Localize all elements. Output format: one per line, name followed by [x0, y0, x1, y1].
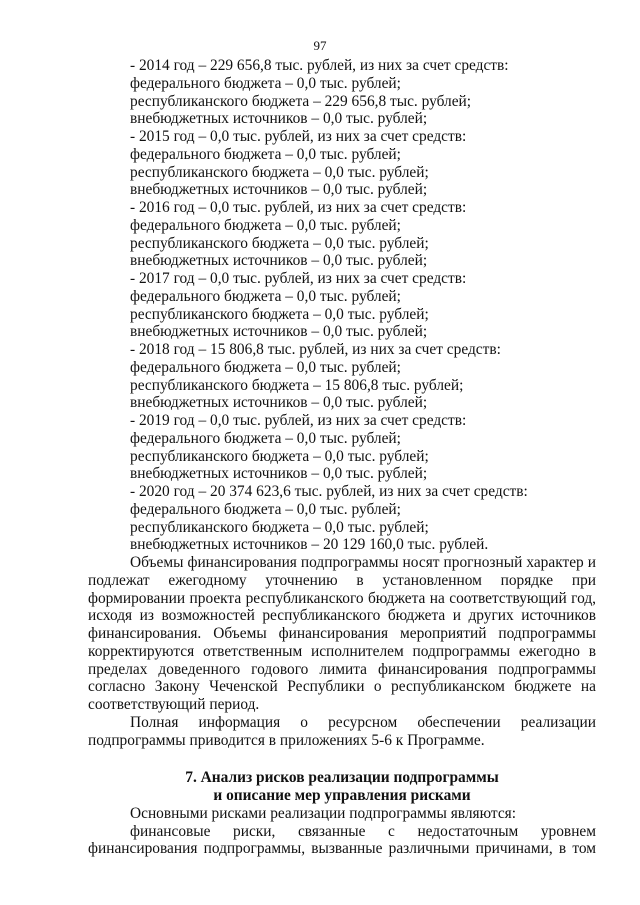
page-content — [88, 57, 596, 858]
financing-volumes-paragraph — [88, 554, 596, 714]
funding-line: республиканского бюджета – 0,0 тыс. рублей; — [130, 305, 429, 323]
paragraph-line: финансовые риски, связанные с недостаточным уровнем — [130, 822, 596, 840]
heading-line: 7. Анализ рисков реализации подпрограммы — [185, 769, 499, 787]
heading-line: и описание мер управления рисками — [213, 787, 471, 804]
funding-line: республиканского бюджета – 0,0 тыс. рублей; — [130, 518, 429, 536]
paragraph-line: Объемы финансирования подпрограммы носят прогнозный характер и — [130, 554, 596, 571]
paragraph-line: корректируются ответственным исполнителем подпрограммы ежегодно в — [88, 642, 596, 660]
section-heading — [88, 769, 596, 805]
funding-line: - 2018 год – 15 806,8 тыс. рублей, из них за счет средств: — [130, 341, 501, 358]
paragraph-line: подпрограммы приводится в приложениях 5-6 к Программе. — [88, 731, 485, 749]
funding-line: внебюджетных источников – 0,0 тыс. рублей; — [130, 181, 428, 199]
funding-line: внебюджетных источников – 0,0 тыс. рублей; — [130, 465, 428, 483]
funding-line: федерального бюджета – 0,0 тыс. рублей; — [130, 145, 401, 163]
funding-line: федерального бюджета – 0,0 тыс. рублей; — [130, 358, 401, 376]
paragraph-line: пределах доведенного годового лимита финансирования подпрограммы — [88, 660, 596, 678]
resource-info-paragraph — [88, 714, 596, 750]
funding-line: республиканского бюджета – 0,0 тыс. рублей; — [130, 163, 429, 181]
funding-line: республиканского бюджета – 15 806,8 тыс. рублей; — [130, 376, 464, 394]
funding-line: - 2016 год – 0,0 тыс. рублей, из них за счет средств: — [130, 199, 467, 216]
funding-line: внебюджетных источников – 0,0 тыс. рублей; — [130, 394, 428, 412]
paragraph-line: соответствующий период. — [88, 696, 260, 713]
paragraph-line: исходя из возможностей республиканского бюджета и других источников — [88, 607, 596, 625]
paragraph-line: подлежат ежегодному уточнению в установленном порядке при — [88, 571, 596, 589]
funding-line: внебюджетных источников – 0,0 тыс. рублей; — [130, 323, 428, 341]
section-gap — [88, 749, 596, 769]
paragraph-line: Полная информация о ресурсном обеспечении реализации — [130, 713, 596, 731]
paragraph-line: согласно Закону Чеченской Республики о республиканском бюджете на — [88, 678, 596, 696]
funding-line: - 2014 год – 229 656,8 тыс. рублей, из них за счет средств: — [130, 57, 509, 74]
funding-list — [88, 57, 596, 554]
funding-line: - 2019 год – 0,0 тыс. рублей, из них за счет средств: — [130, 412, 467, 429]
funding-line: - 2017 год – 0,0 тыс. рублей, из них за счет средств: — [130, 270, 467, 287]
funding-line: внебюджетных источников – 0,0 тыс. рублей; — [130, 252, 428, 270]
paragraph-line: финансирования. Объемы финансирования мероприятий подпрограммы — [88, 625, 596, 642]
paragraph-line: формировании проекта республиканского бюджета на соответствующий год, — [88, 589, 596, 607]
funding-line: республиканского бюджета – 0,0 тыс. рублей; — [130, 234, 429, 252]
paragraph-line: Основными рисками реализации подпрограммы являются: — [130, 804, 517, 822]
funding-line: федерального бюджета – 0,0 тыс. рублей; — [130, 216, 401, 234]
funding-line: федерального бюджета – 0,0 тыс. рублей; — [130, 74, 401, 92]
funding-line: республиканского бюджета – 229 656,8 тыс. рублей; — [130, 92, 472, 110]
funding-line: федерального бюджета – 0,0 тыс. рублей; — [130, 429, 401, 447]
page-number: 97 — [313, 38, 327, 53]
funding-line: внебюджетных источников – 20 129 160,0 тыс. рублей. — [130, 536, 489, 554]
main-risks-paragraph — [88, 805, 596, 823]
financial-risks-paragraph — [88, 823, 596, 859]
funding-line: - 2020 год – 20 374 623,6 тыс. рублей, из них за счет средств: — [130, 483, 528, 500]
paragraph-line: финансирования подпрограммы, вызванные различными причинами, в том — [88, 840, 596, 858]
funding-line: - 2015 год – 0,0 тыс. рублей, из них за счет средств: — [130, 128, 467, 145]
funding-line: федерального бюджета – 0,0 тыс. рублей; — [130, 287, 401, 305]
funding-line: республиканского бюджета – 0,0 тыс. рублей; — [130, 447, 429, 465]
funding-line: федерального бюджета – 0,0 тыс. рублей; — [130, 500, 401, 518]
funding-line: внебюджетных источников – 0,0 тыс. рублей; — [130, 110, 428, 128]
